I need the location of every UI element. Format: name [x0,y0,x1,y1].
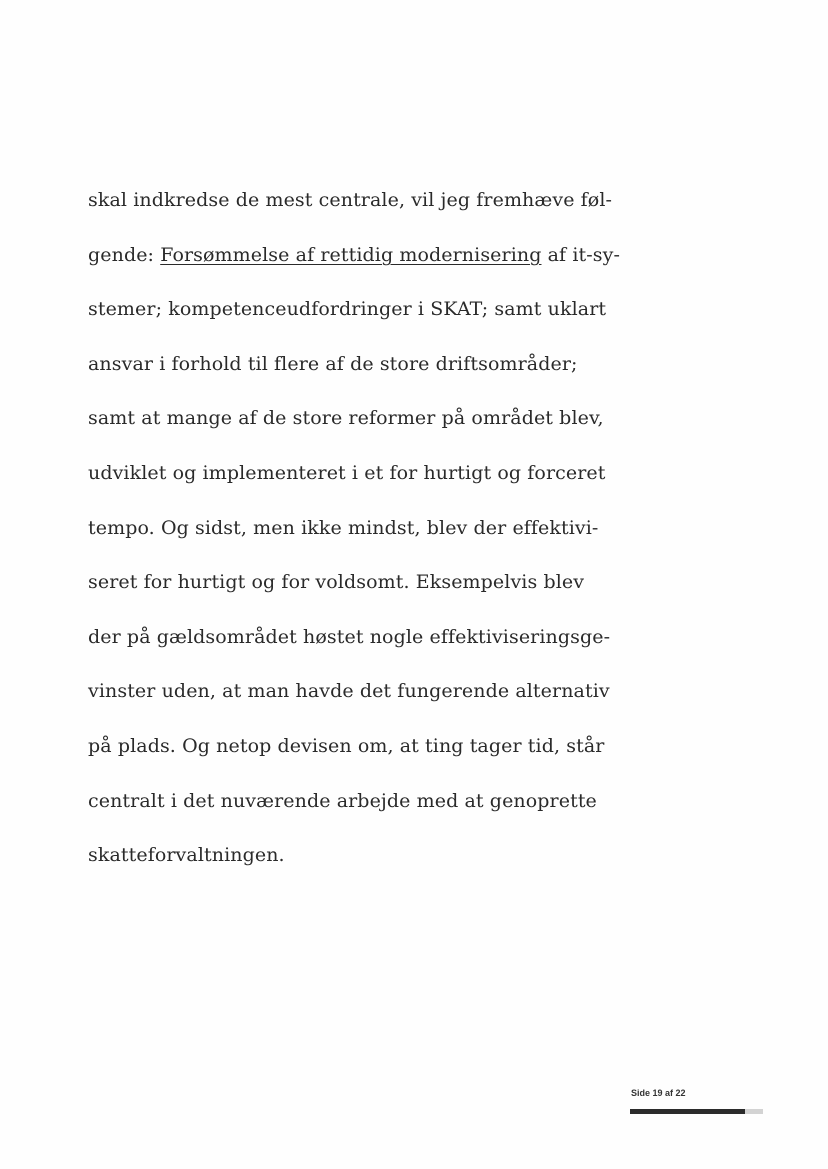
page-progress-bar [630,1109,763,1114]
text-line: samt at mange af de store reformer på området blev, [88,407,604,430]
text-line: stemer; kompetenceudfordringer i SKAT; samt uklart [88,298,607,321]
text-line: der på gældsområdet høstet nogle effektiviseringsge- [88,625,611,648]
body-paragraph [88,177,620,887]
text-line: vinster uden, at man havde det fungerende alternativ [88,680,610,703]
text-line: ansvar i forhold til flere af de store driftsområder; [88,352,578,375]
text-line [88,232,620,287]
text-line: seret for hurtigt og for voldsomt. Eksempelvis blev [88,571,585,594]
text-line: på plads. Og netop devisen om, at ting tager tid, står [88,734,605,757]
text-line: tempo. Og sidst, men ikke mindst, blev der effektivi- [88,516,599,539]
text-segment: af it-sy- [541,243,620,266]
text-line: skatteforvaltningen. [88,844,285,867]
text-segment: gende: [88,243,161,266]
page-progress-fill [630,1109,745,1114]
text-line: udviklet og implementeret i et for hurtigt og forceret [88,461,606,484]
text-line: centralt i det nuværende arbejde med at genoprette [88,789,597,812]
text-line: skal indkredse de mest centrale, vil jeg fremhæve føl- [88,189,613,211]
page-number: Side 19 af 22 [631,1088,686,1098]
underlined-phrase-link[interactable]: Forsømmelse af rettidig modernisering [160,243,542,266]
page-footer [630,1088,770,1128]
